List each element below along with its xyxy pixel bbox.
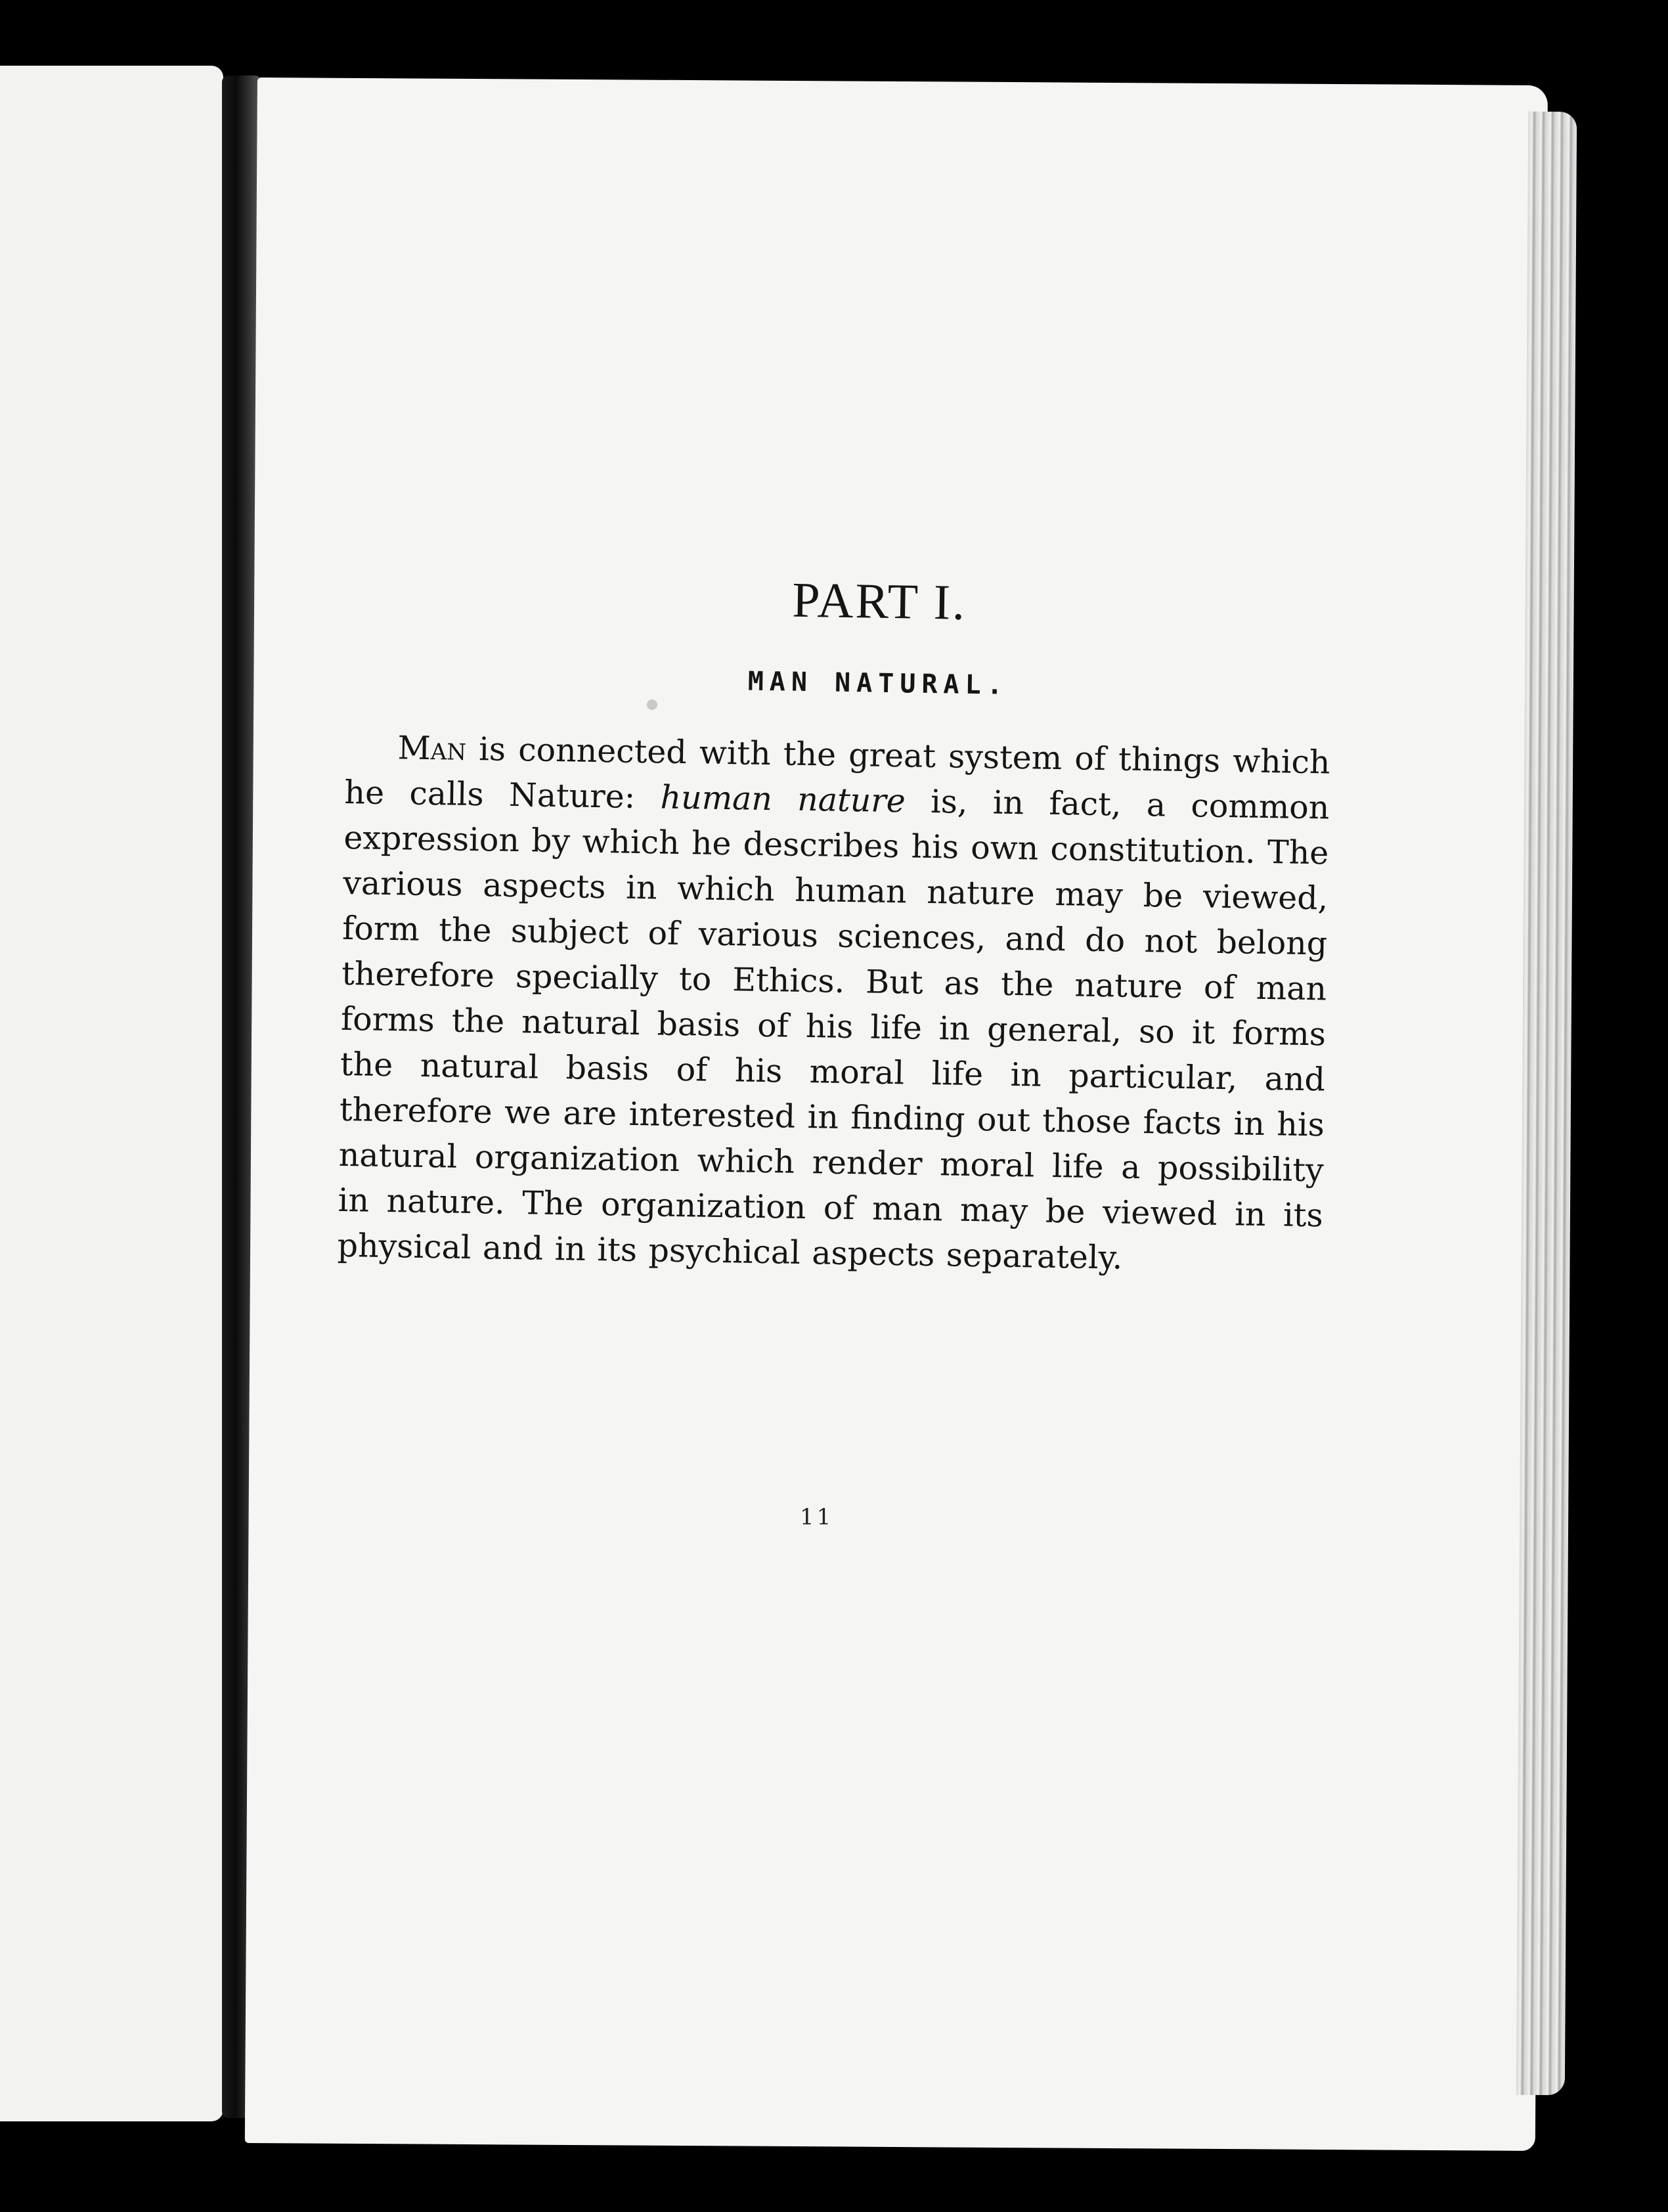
page-number: 11 <box>800 1504 834 1530</box>
page-content <box>337 565 1333 1283</box>
lead-word: Man <box>397 729 467 768</box>
facing-page <box>0 66 223 2121</box>
part-title: PART I. <box>791 572 967 630</box>
body-paragraph <box>337 724 1330 1283</box>
paragraph-text-1: is connected with the great system of things which he calls Nature: <box>344 730 1330 816</box>
paragraph-text-2: is, in fact, a common expression by which he describes his own constitution. The various aspects in which human nature may be viewed, form the subject of various sciences, and do not belong therefore specially to Ethics. But as the nature of man forms the natural basis of his life in general, so it forms the natural basis of his moral life in particular, and therefore we are interested in finding out those facts in his natural organization which render moral life a possibility in nature. The organization of man may be viewed in its physical and in its psychical aspects separately. <box>337 782 1330 1277</box>
section-heading: MAN NATURAL. <box>747 666 1009 701</box>
italic-phrase: human nature <box>660 778 906 820</box>
